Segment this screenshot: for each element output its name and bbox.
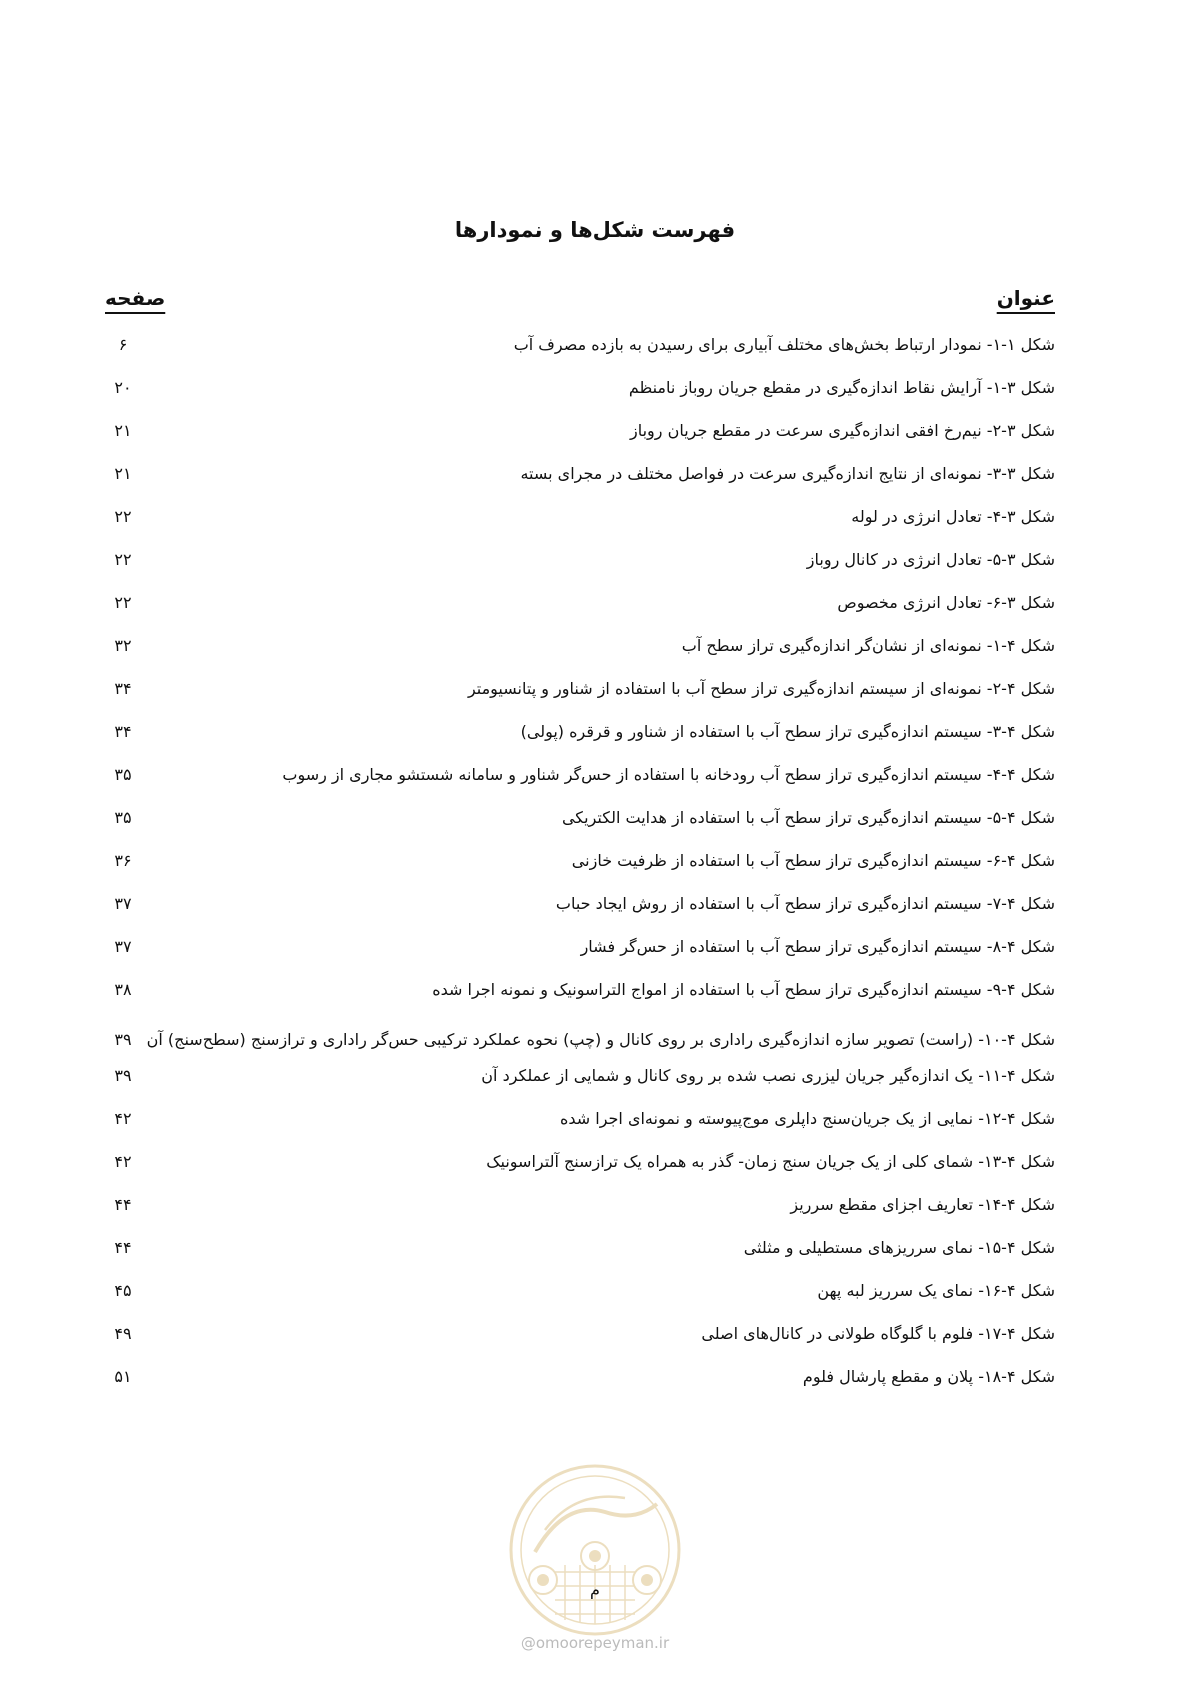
entry-page: ۴۴ bbox=[114, 1195, 132, 1214]
list-item[interactable] bbox=[105, 1104, 1055, 1147]
entry-title: شکل ۴-۷- سیستم اندازه‌گیری تراز سطح آب با استفاده از روش ایجاد حباب bbox=[555, 894, 1055, 913]
list-item[interactable] bbox=[105, 975, 1055, 1018]
column-header-page: صفحه bbox=[105, 286, 166, 310]
entry-page: ۲۲ bbox=[114, 507, 132, 526]
figure-list bbox=[105, 330, 1055, 1405]
entry-page: ۲۲ bbox=[114, 550, 132, 569]
entry-page: ۳۴ bbox=[114, 679, 132, 698]
list-item[interactable] bbox=[105, 1319, 1055, 1362]
entry-page: ۳۸ bbox=[114, 980, 132, 999]
entry-page: ۳۲ bbox=[114, 636, 132, 655]
entry-title: شکل ۴-۱۰- (راست) تصویر سازه اندازه‌گیری راداری بر روی کانال و (چپ) نحوه عملکرد ترکیبی حس‌گر راداری و ترازسنج (سطح‌سنج) آن bbox=[146, 1030, 1055, 1049]
entry-title: شکل ۴-۱- نمونه‌ای از نشان‌گر اندازه‌گیری تراز سطح آب bbox=[681, 636, 1055, 655]
entry-title: شکل ۴-۹- سیستم اندازه‌گیری تراز سطح آب با استفاده از امواج التراسونیک و نمونه اجرا شده bbox=[432, 980, 1055, 999]
list-item[interactable] bbox=[105, 416, 1055, 459]
entry-page: ۲۱ bbox=[114, 421, 132, 440]
entry-title: شکل ۴-۱۷- فلوم با گلوگاه طولانی در کانال‌های اصلی bbox=[701, 1324, 1055, 1343]
entry-title: شکل ۴-۸- سیستم اندازه‌گیری تراز سطح آب با استفاده از حس‌گر فشار bbox=[580, 937, 1055, 956]
entry-title: شکل ۴-۵- سیستم اندازه‌گیری تراز سطح آب با استفاده از هدایت الکتریکی bbox=[561, 808, 1055, 827]
list-item[interactable] bbox=[105, 545, 1055, 588]
entry-title: شکل ۴-۲- نمونه‌ای از سیستم اندازه‌گیری تراز سطح آب با استفاده از شناور و پتانسیومتر bbox=[467, 679, 1055, 698]
column-header-title: عنوان bbox=[996, 286, 1055, 310]
entry-page: ۲۰ bbox=[114, 378, 132, 397]
list-item[interactable] bbox=[105, 1362, 1055, 1405]
entry-title: شکل ۴-۳- سیستم اندازه‌گیری تراز سطح آب با استفاده از شناور و قرقره (پولی) bbox=[520, 722, 1055, 741]
entry-page: ۳۵ bbox=[114, 765, 132, 784]
list-item[interactable] bbox=[105, 760, 1055, 803]
entry-title: شکل ۳-۶- تعادل انرژی مخصوص bbox=[837, 593, 1055, 612]
entry-title: شکل ۴-۱۶- نمای یک سرریز لبه پهن bbox=[817, 1281, 1055, 1300]
watermark-url: @omoorepeyman.ir bbox=[520, 1634, 670, 1652]
entry-title: شکل ۴-۱۱- یک اندازه‌گیر جریان لیزری نصب شده بر روی کانال و شمایی از عملکرد آن bbox=[481, 1066, 1055, 1085]
entry-page: ۳۹ bbox=[114, 1030, 132, 1049]
entry-title: شکل ۳-۴- تعادل انرژی در لوله bbox=[851, 507, 1055, 526]
entry-title: شکل ۳-۵- تعادل انرژی در کانال روباز bbox=[806, 550, 1055, 569]
entry-title: شکل ۴-۱۲- نمایی از یک جریان‌سنج داپلری موج‌پیوسته و نمونه‌ای اجرا شده bbox=[559, 1109, 1055, 1128]
list-item[interactable] bbox=[105, 330, 1055, 373]
entry-page: ۳۴ bbox=[114, 722, 132, 741]
entry-page: ۶ bbox=[118, 335, 128, 354]
entry-title: شکل ۴-۶- سیستم اندازه‌گیری تراز سطح آب با استفاده از ظرفیت خازنی bbox=[571, 851, 1055, 870]
entry-title: شکل ۳-۳- نمونه‌ای از نتایج اندازه‌گیری سرعت در فواصل مختلف در مجرای بسته bbox=[520, 464, 1055, 483]
entry-title: شکل ۴-۴- سیستم اندازه‌گیری تراز سطح آب رودخانه با استفاده از حس‌گر شناور و سامانه شستشو مجاری از رسوب bbox=[282, 765, 1055, 784]
page-number: م bbox=[590, 1580, 600, 1599]
list-item[interactable] bbox=[105, 459, 1055, 502]
list-item[interactable] bbox=[105, 373, 1055, 416]
list-item[interactable] bbox=[105, 1061, 1055, 1104]
entry-page: ۳۵ bbox=[114, 808, 132, 827]
list-item[interactable] bbox=[105, 1147, 1055, 1190]
entry-title: شکل ۴-۱۵- نمای سرریزهای مستطیلی و مثلثی bbox=[743, 1238, 1055, 1257]
page-title: فهرست شکل‌ها و نمودارها bbox=[454, 218, 736, 242]
entry-page: ۳۷ bbox=[114, 894, 132, 913]
list-item[interactable] bbox=[105, 803, 1055, 846]
list-item[interactable] bbox=[105, 1233, 1055, 1276]
entry-page: ۳۷ bbox=[114, 937, 132, 956]
list-item[interactable] bbox=[105, 631, 1055, 674]
list-item[interactable] bbox=[105, 932, 1055, 975]
column-headers bbox=[105, 286, 1055, 322]
entry-page: ۴۲ bbox=[114, 1109, 132, 1128]
entry-page: ۳۹ bbox=[114, 1066, 132, 1085]
entry-title: شکل ۳-۱- آرایش نقاط اندازه‌گیری در مقطع جریان روباز نامنظم bbox=[628, 378, 1055, 397]
entry-title: شکل ۳-۲- نیم‌رخ افقی اندازه‌گیری سرعت در مقطع جریان روباز bbox=[630, 421, 1055, 440]
list-item[interactable] bbox=[105, 889, 1055, 932]
entry-title: شکل ۴-۱۸- پلان و مقطع پارشال فلوم bbox=[802, 1367, 1055, 1386]
entry-page: ۲۲ bbox=[114, 593, 132, 612]
watermark-seal-logo bbox=[505, 1460, 685, 1640]
entry-page: ۴۵ bbox=[114, 1281, 132, 1300]
list-item[interactable] bbox=[105, 674, 1055, 717]
list-item[interactable] bbox=[105, 1276, 1055, 1319]
list-item[interactable] bbox=[105, 846, 1055, 889]
entry-page: ۴۲ bbox=[114, 1152, 132, 1171]
entry-title: شکل ۱-۱- نمودار ارتباط بخش‌های مختلف آبیاری برای رسیدن به بازده مصرف آب bbox=[513, 335, 1055, 354]
list-item[interactable] bbox=[105, 717, 1055, 760]
list-item[interactable] bbox=[105, 588, 1055, 631]
entry-page: ۴۹ bbox=[114, 1324, 132, 1343]
list-item[interactable] bbox=[105, 502, 1055, 545]
list-item[interactable] bbox=[105, 1190, 1055, 1233]
entry-title: شکل ۴-۱۴- تعاریف اجزای مقطع سرریز bbox=[790, 1195, 1055, 1214]
entry-page: ۳۶ bbox=[114, 851, 132, 870]
entry-title: شکل ۴-۱۳- شمای کلی از یک جریان سنج زمان- گذر به همراه یک ترازسنج آلتراسونیک bbox=[486, 1152, 1055, 1171]
list-item[interactable] bbox=[105, 1018, 1055, 1061]
entry-page: ۲۱ bbox=[114, 464, 132, 483]
entry-page: ۵۱ bbox=[114, 1367, 132, 1386]
entry-page: ۴۴ bbox=[114, 1238, 132, 1257]
